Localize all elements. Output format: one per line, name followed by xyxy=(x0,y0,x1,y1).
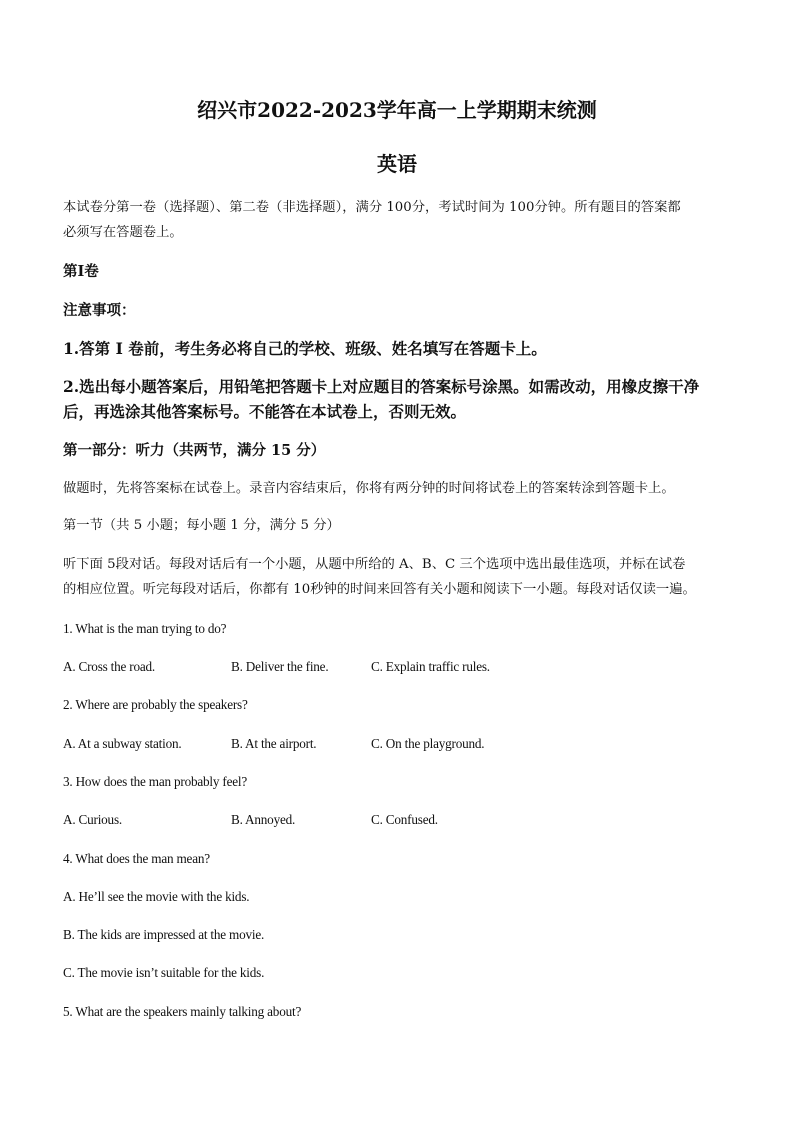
part1-heading: 第一部分：听力（共两节，满分 15 分） xyxy=(63,442,326,459)
question-2-option-b: B. At the airport. xyxy=(231,736,317,751)
question-3-option-c: C. Confused. xyxy=(371,812,438,827)
notice-heading: 注意事项： xyxy=(63,302,136,319)
question-1-option-a: A. Cross the road. xyxy=(63,659,155,674)
question-2-option-a: A. At a subway station. xyxy=(63,736,182,751)
section1-instruction-line-2: 的相应位置。听完每段对话后，你都有 10秒钟的时间来回答有关小题和阅读下一小题。每段对话仅读一遍。 xyxy=(63,582,696,597)
question-1: 1. What is the man trying to do? xyxy=(63,621,227,636)
question-4-option-c: C. The movie isn’t suitable for the kids. xyxy=(63,965,265,980)
question-5: 5. What are the speakers mainly talking about? xyxy=(63,1004,302,1019)
volume-heading: 第I卷 xyxy=(63,263,99,280)
section1-heading: 第一节（共 5 小题；每小题 1 分，满分 5 分） xyxy=(63,518,340,533)
question-3-option-b: B. Annoyed. xyxy=(231,812,296,827)
question-1-option-c: C. Explain traffic rules. xyxy=(371,659,490,674)
question-4: 4. What does the man mean? xyxy=(63,851,210,866)
part1-instruction: 做题时，先将答案标在试卷上。录音内容结束后，你将有两分钟的时间将试卷上的答案转涂到答题卡上。 xyxy=(63,481,675,496)
question-3: 3. How does the man probably feel? xyxy=(63,774,247,789)
question-2-option-c: C. On the playground. xyxy=(371,736,485,751)
exam-title: 绍兴市2022-2023学年高一上学期期末统测 xyxy=(197,98,597,122)
section1-instruction-line-1: 听下面 5段对话。每段对话后有一个小题，从题中所给的 A、B、C 三个选项中选出最佳选项，并标在试卷 xyxy=(63,557,686,572)
notice-item-1: 1.答第 I 卷前，考生务必将自己的学校、班级、姓名填写在答题卡上。 xyxy=(63,339,547,358)
notice-item-2-line-1: 2.选出每小题答案后，用铅笔把答题卡上对应题目的答案标号涂黑。如需改动，用橡皮擦干净 xyxy=(63,377,700,396)
question-3-option-a: A. Curious. xyxy=(63,812,122,827)
notice-item-2-line-2: 后，再选涂其他答案标号。不能答在本试卷上，否则无效。 xyxy=(63,402,467,421)
question-4-option-b: B. The kids are impressed at the movie. xyxy=(63,927,265,942)
intro-line-2: 必须写在答题卷上。 xyxy=(63,225,183,240)
intro-line-1: 本试卷分第一卷（选择题）、第二卷（非选择题），满分 100分，考试时间为 100分钟。所有题目的答案都 xyxy=(63,200,681,215)
question-1-option-b: B. Deliver the fine. xyxy=(231,659,329,674)
question-4-option-a: A. He’ll see the movie with the kids. xyxy=(63,889,250,904)
subject-title: 英语 xyxy=(377,152,417,176)
question-2: 2. Where are probably the speakers? xyxy=(63,697,248,712)
